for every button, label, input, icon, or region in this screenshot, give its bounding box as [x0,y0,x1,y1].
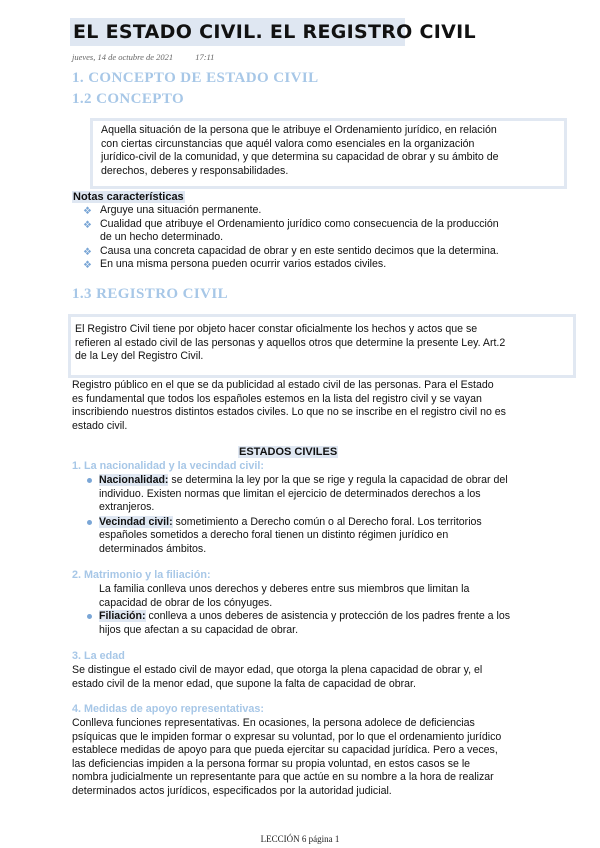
page-footer: LECCIÓN 6 página 1 [260,834,340,844]
date-text: jueves, 14 de octubre de 2021 [72,52,174,62]
subheading-edad: 3. La edad [72,650,125,662]
section-heading-registro-civil: 1.3 REGISTRO CIVIL [72,286,228,302]
diamond-bullet-icon: ❖ [83,260,92,271]
bullet-dot-icon [87,478,92,483]
registro-definition-box [68,314,576,378]
registro-paragraph: Registro público en el que se da publicidad al estado civil de las personas. Para el Estado es fundamental que todos los españoles estemos en la lista del registro civil y se vayan inscribiendo nuestros distintos estados civiles. Lo que no se inscribe en el registro civil no es estado civil. [72,379,506,432]
medidas-paragraph: Conlleva funciones representativas. En ocasiones, la persona adolece de deficiencias psíquicas que le impiden formar o expresar su voluntad, por lo que el ordenamiento jurídico establece medidas de apoyo para que pueda ejercitar su capacidad jurídica. Pero a veces, las deficiencias impiden a la persona formar su propia voluntad, en estos casos se le nombra judicialmente un representante para que actúe en su nombre a la hora de realizar determinados actos jurídicos, especificados por la autoridad judicial. [72,717,502,797]
list-item: ❖ Cualidad que atribuye el Ordenamiento jurídico como consecuencia de la producción de un hecho determinado. [83,217,499,243]
subheading-medidas-apoyo: 4. Medidas de apoyo representativas: [72,703,265,715]
diamond-bullet-icon: ❖ [83,206,92,217]
bullet-dot-icon [87,614,92,619]
date-line [72,52,214,62]
list-item: ❖ Causa una concreta capacidad de obrar y en este sentido decimos que la determina. [83,244,499,258]
list-item: Filiación: conlleva a unos deberes de asistencia y protección de los padres frente a los hijos que afectan a su capacidad de obrar. [99,610,569,637]
concepto-line: Aquella situación de la persona que le atribuye el Ordenamiento jurídico, en relación [101,124,497,136]
edad-paragraph: Se distingue el estado civil de mayor edad, que otorga la plena capacidad de obrar y, el estado civil de la menor edad, que supone la falta de capacidad de obrar. [72,664,483,690]
concepto-line: con ciertas circunstancias que aquél valora como esenciales en la organización [101,137,475,150]
matrimonio-paragraph: La familia conlleva unos derechos y deberes entre sus miembros que limitan la capacidad de obrar de los cónyuges. [99,583,470,609]
subheading-matrimonio: 2. Matrimonio y la filiación: [72,569,211,581]
time-text: 17:11 [195,52,215,62]
concepto-definition-box [90,118,567,189]
nacionalidad-list [99,474,569,556]
list-item: Nacionalidad: se determina la ley por la que se rige y regula la capacidad de obrar del individuo. Existen normas que limitan el ejercicio de determinados derechos a los extranjeros. [99,474,569,515]
concepto-line: derechos, deberes y responsabilidades. [101,164,289,177]
notas-list [82,204,562,272]
notas-title: Notas características [73,191,184,203]
registro-line: refieren al estado civil de las personas y aquellos otros que determine la presente Ley. Art.2 [75,336,506,349]
concepto-line: jurídico-civil de la comunidad, y que determina su capacidad de obrar y su ámbito de [101,151,499,163]
section-heading-concepto-estado-civil: 1. CONCEPTO DE ESTADO CIVIL [72,70,319,86]
diamond-bullet-icon: ❖ [83,246,92,258]
subheading-nacionalidad: 1. La nacionalidad y la vecindad civil: [72,460,265,472]
registro-line: de la Ley del Registro Civil. [75,350,204,362]
bullet-dot-icon [87,520,92,525]
filiacion-list [99,610,569,637]
list-item: ❖ Arguye una situación permanente. [83,204,262,217]
estados-civiles-title: ESTADOS CIVILES [239,446,338,458]
section-heading-concepto: 1.2 CONCEPTO [72,91,185,107]
page-title: EL ESTADO CIVIL. EL REGISTRO CIVIL [70,18,405,46]
list-item: Vecindad civil: sometimiento a Derecho común o al Derecho foral. Los territorios españoles sometidos a derecho foral tienen un distinto régimen jurídico en determinados ámbitos. [99,516,569,557]
list-item: ❖ En una misma persona pueden ocurrir varios estados civiles. [83,258,387,271]
registro-line: El Registro Civil tiene por objeto hacer constar oficialmente los hechos y actos que se [75,323,478,335]
diamond-bullet-icon: ❖ [83,219,92,231]
